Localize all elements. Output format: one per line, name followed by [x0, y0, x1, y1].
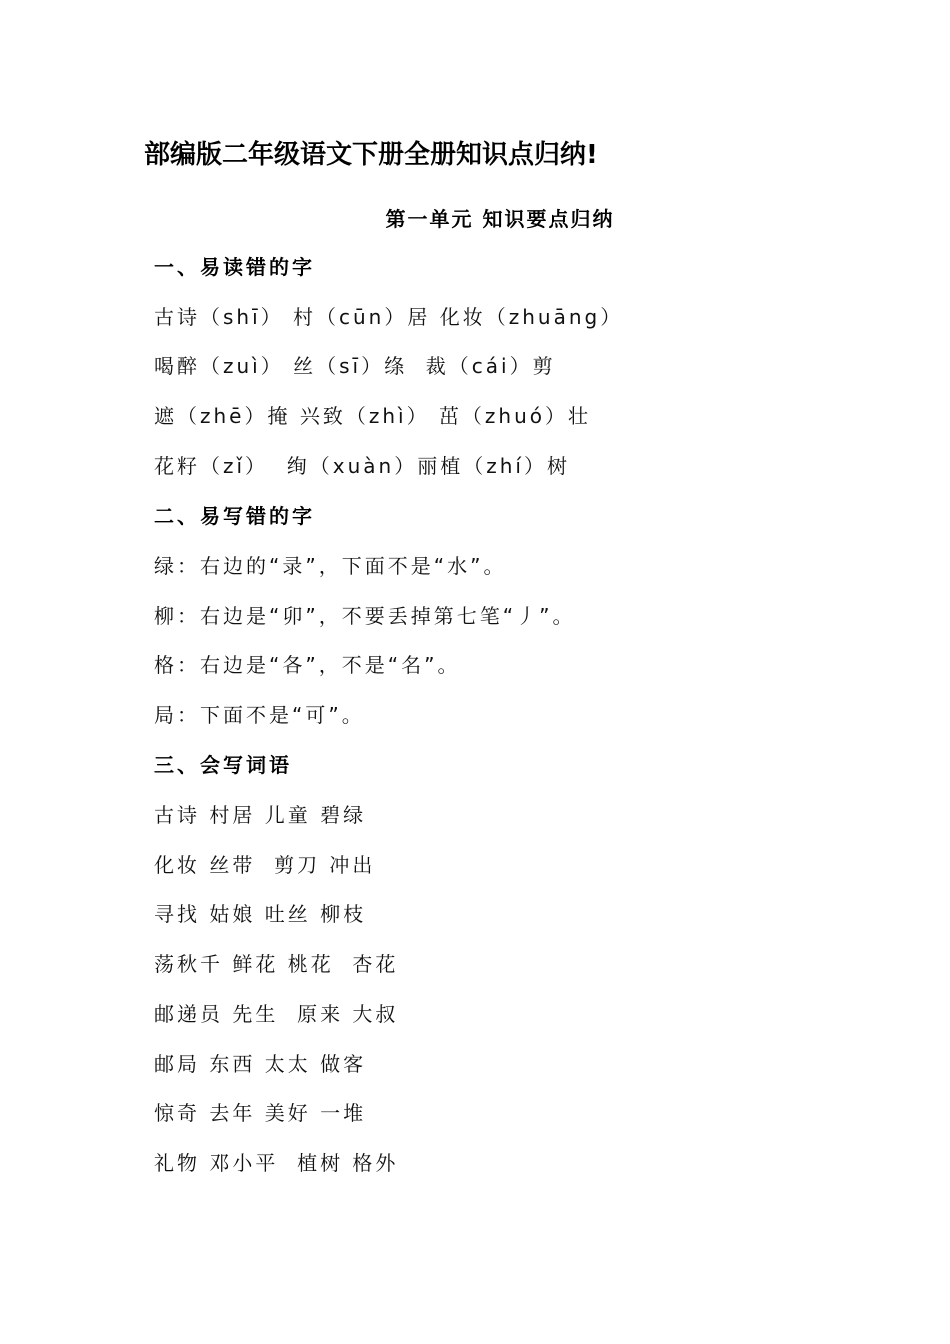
document-title: 部编版二年级语文下册全册知识点归纳!: [144, 140, 598, 170]
character-note-4: 局：下面不是“可”。: [154, 703, 365, 727]
pinyin-line-3: 遮（zhē）掩 兴致（zhì） 茁（zhuó）壮: [154, 404, 592, 428]
section-heading-3: 三、会写词语: [154, 753, 292, 777]
pinyin-line-2: 喝醉（zuì） 丝（sī）绦 裁（cái）剪: [154, 354, 556, 378]
word-list-line-7: 惊奇 去年 美好 一堆: [154, 1101, 367, 1125]
character-note-2: 柳：右边是“卯”，不要丢掉第七笔“丿”。: [154, 604, 576, 628]
word-list-line-3: 寻找 姑娘 吐丝 柳枝: [154, 902, 367, 926]
section-heading-1: 一、易读错的字: [154, 255, 315, 279]
word-list-line-2: 化妆 丝带 剪刀 冲出: [154, 853, 376, 877]
character-note-3: 格：右边是“各”，不是“名”。: [154, 653, 461, 677]
word-list-line-6: 邮局 东西 太太 做客: [154, 1052, 367, 1076]
word-list-line-5: 邮递员 先生 原来 大叔: [154, 1002, 399, 1026]
unit-title: 第一单元 知识要点归纳: [385, 207, 615, 231]
section-heading-2: 二、易写错的字: [154, 504, 315, 528]
pinyin-line-1: 古诗（shī） 村（cūn）居 化妆（zhuāng）: [154, 305, 624, 329]
word-list-line-8: 礼物 邓小平 植树 格外: [154, 1151, 399, 1175]
word-list-line-4: 荡秋千 鲜花 桃花 杏花: [154, 952, 399, 976]
character-note-1: 绿：右边的“录”，下面不是“水”。: [154, 554, 507, 578]
pinyin-line-4: 花籽（zǐ） 绚（xuàn）丽植（zhí）树: [154, 454, 570, 478]
word-list-line-1: 古诗 村居 儿童 碧绿: [154, 803, 367, 827]
